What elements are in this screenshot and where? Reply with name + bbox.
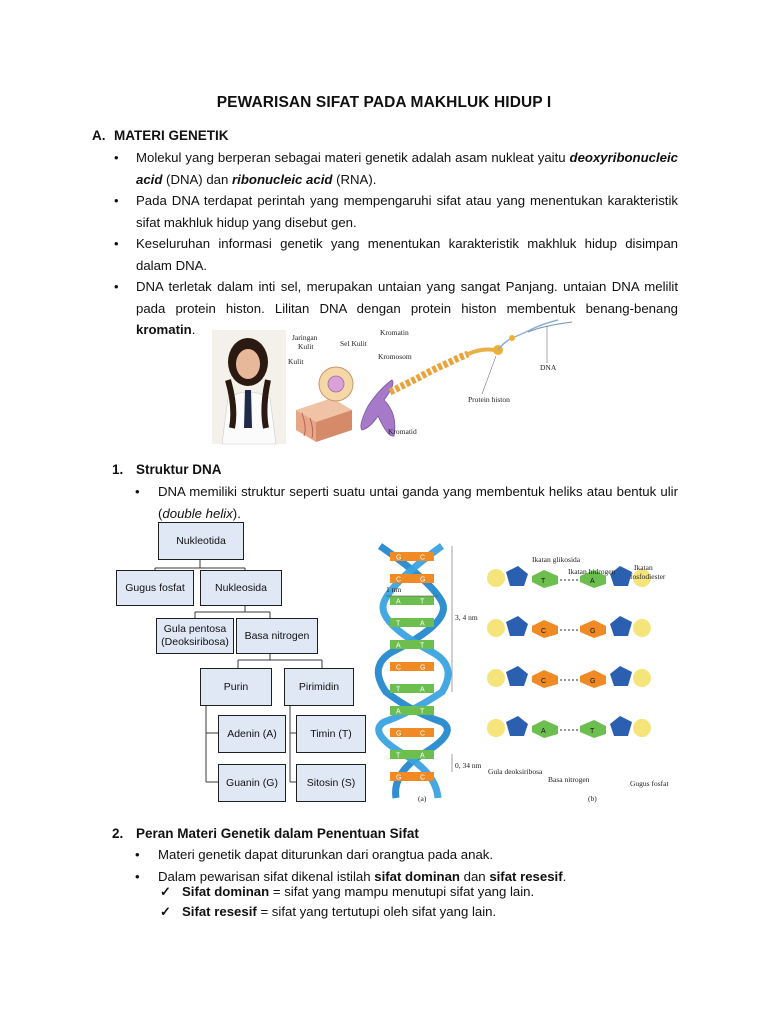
section-2-heading <box>112 826 419 841</box>
base-letter: T <box>396 620 401 628</box>
section-a-number: A. <box>92 128 106 143</box>
label-ikatan-hidrogen: Ikatan hidrogen <box>568 567 616 576</box>
base-letter: G <box>590 678 596 685</box>
section-1-title: Struktur DNA <box>136 462 222 477</box>
section-1-bullet-list <box>132 481 678 524</box>
sugar-left <box>506 716 528 736</box>
helix-panel-b <box>487 555 669 803</box>
label-panel-a: (a) <box>418 794 427 803</box>
section-a-heading <box>92 128 229 143</box>
box-basa-nitrogen: Basa nitrogen <box>236 618 318 654</box>
label-dna: DNA <box>540 363 557 372</box>
section-2-number: 2. <box>112 826 124 841</box>
label-protein-histon: Protein histon <box>468 395 510 404</box>
box-guanin: Guanin (G) <box>218 764 286 802</box>
label-jaringan-kulit: Kulit <box>298 342 314 351</box>
ladder-row <box>487 666 651 688</box>
label-kromatin: Kromatin <box>380 328 409 337</box>
box-purin: Purin <box>200 668 272 706</box>
label-sel-kulit: Sel Kulit <box>340 339 367 348</box>
bullet-item: • Keseluruhan informasi genetik yang menentukan karakteristik makhluk hidup disimpan dalam DNA. <box>112 233 678 276</box>
base-letter: T <box>420 598 425 606</box>
helix-base-pair <box>390 750 434 760</box>
box-pirimidin: Pirimidin <box>284 668 354 706</box>
box-gugus-fosfat: Gugus fosfat <box>116 570 194 606</box>
base-letter: T <box>396 752 401 760</box>
helix-panel-a <box>378 546 481 803</box>
base-letter: T <box>420 708 425 716</box>
base-letter: G <box>420 664 426 672</box>
helix-base-pair <box>390 684 434 694</box>
base-letter: C <box>541 628 547 635</box>
bullet-item: • DNA memiliki struktur seperti suatu untai ganda yang membentuk heliks atau bentuk ulir (double helix). <box>132 481 678 524</box>
ladder-rows <box>487 566 651 738</box>
page-title: PEWARISAN SIFAT PADA MAKHLUK HIDUP I <box>216 94 552 111</box>
helix-base-pair <box>390 618 434 628</box>
box-sitosin: Sitosin (S) <box>296 764 366 802</box>
base-letter: C <box>396 576 402 584</box>
phosphate-right <box>633 619 651 637</box>
section-2-check-list <box>160 882 534 922</box>
phosphate-left <box>487 619 505 637</box>
bullet-item: • Pada DNA terdapat perintah yang mempengaruhi sifat atau yang menentukan karakteristik sifat makhluk hidup yang disebut gen. <box>112 190 678 233</box>
base-left <box>390 684 412 693</box>
helix-base-pair <box>390 662 434 672</box>
base-letter: C <box>541 678 547 685</box>
sugar-right <box>610 616 632 636</box>
label-ikatan-glikosida: Ikatan glikosida <box>532 555 581 564</box>
section-a-title: MATERI GENETIK <box>114 128 229 143</box>
base-letter: T <box>396 686 401 694</box>
section-2-title: Peran Materi Genetik dalam Penentuan Sifat <box>136 826 419 841</box>
dna-double-helix-figure <box>372 542 669 808</box>
box-timin: Timin (T) <box>296 715 366 753</box>
base-letter: A <box>396 708 401 716</box>
helix-base-pair <box>390 706 434 716</box>
section-a-bullet-list <box>112 147 678 341</box>
bullet-item: • DNA terletak dalam inti sel, merupakan untaian yang sangat Panjang. untaian DNA melilit pada protein histon. Lilitan DNA dengan protein histon membentuk benang-benang kromatin. <box>112 276 678 341</box>
base-letter: G <box>590 628 596 635</box>
base-letter: A <box>396 642 401 650</box>
phosphate-right <box>633 719 651 737</box>
helix-base-pair <box>390 552 434 562</box>
label-kulit: Kulit <box>288 357 304 366</box>
gula-pentosa-line2: (Deoksiribosa) <box>161 636 229 648</box>
phosphate-right <box>633 669 651 687</box>
bullet-item: • Dalam pewarisan sifat dikenal istilah sifat dominan dan sifat resesif. <box>132 866 678 888</box>
base-letter: A <box>420 752 425 760</box>
checkmark-icon: ✓ <box>160 904 172 919</box>
label-panel-b: (b) <box>588 794 597 803</box>
label-gugus-fosfat: Gugus fosfat <box>630 779 669 788</box>
base-letter: C <box>420 774 426 782</box>
helix-base-pair <box>390 728 434 738</box>
box-nukleosida: Nukleosida <box>200 570 282 606</box>
section-1-number: 1. <box>112 462 124 477</box>
sugar-left <box>506 566 528 586</box>
label-kromatid: Kromatid <box>388 427 417 436</box>
base-letter: T <box>590 728 595 735</box>
student-photo <box>212 330 286 444</box>
helix-base-pair <box>390 640 434 650</box>
base-left <box>390 706 412 715</box>
sugar-right <box>610 716 632 736</box>
base-letter: G <box>420 576 426 584</box>
ladder-row <box>487 716 651 738</box>
label-basa-nitrogen: Basa nitrogen <box>548 775 590 784</box>
label-034nm: 0, 34 nm <box>455 761 482 770</box>
label-gula-deoksiribosa: Gula deoksiribosa <box>488 767 543 776</box>
section-1-heading <box>112 462 222 477</box>
label-1nm: 1 nm <box>386 585 402 594</box>
base-letter: C <box>420 730 426 738</box>
base-left <box>390 640 412 649</box>
base-letter: T <box>420 642 425 650</box>
base-letter: G <box>396 554 402 562</box>
phosphate-left <box>487 719 505 737</box>
label-kromosom: Kromosom <box>378 352 412 361</box>
box-nukleotida: Nukleotida <box>158 522 244 560</box>
base-letter: A <box>541 728 546 735</box>
base-letter: C <box>396 664 402 672</box>
bullet-item: • Molekul yang berperan sebagai materi genetik adalah asam nukleat yaitu deoxyribonucleic acid (DNA) dan ribonucleic acid (RNA). <box>112 147 678 190</box>
helix-base-pair <box>390 574 434 584</box>
histone-dna-strand <box>493 320 572 355</box>
base-letter: T <box>541 578 546 585</box>
box-adenin: Adenin (A) <box>218 715 286 753</box>
check-item: ✓ Sifat dominan = sifat yang mampu menutupi sifat yang lain. <box>160 882 534 902</box>
base-letter: G <box>396 730 402 738</box>
checkmark-icon: ✓ <box>160 884 172 899</box>
base-letter: G <box>396 774 402 782</box>
sugar-left <box>506 616 528 636</box>
base-left <box>390 750 412 759</box>
base-letter: C <box>420 554 426 562</box>
skin-tissue-block <box>296 398 352 442</box>
base-letter: A <box>420 620 425 628</box>
base-letter: A <box>420 686 425 694</box>
section-2-bullet-list <box>132 844 678 887</box>
bullet-item: • Materi genetik dapat diturunkan dari orangtua pada anak. <box>132 844 678 866</box>
label-34nm: 3, 4 nm <box>455 613 478 622</box>
dna-packaging-figure <box>212 318 578 446</box>
gula-pentosa-line1: Gula pentosa <box>163 623 227 635</box>
label-jaringan: Jaringan <box>292 333 318 342</box>
phosphate-left <box>487 569 505 587</box>
helix-base-pair <box>390 772 434 782</box>
phosphate-left <box>487 669 505 687</box>
base-letter: A <box>396 598 401 606</box>
check-item: ✓ Sifat resesif = sifat yang tertutupi oleh sifat yang lain. <box>160 902 534 922</box>
base-left <box>390 596 412 605</box>
base-left <box>390 618 412 627</box>
helix-base-pair <box>390 596 434 606</box>
box-gula-pentosa <box>156 618 234 654</box>
label-ikatan-fosfo-1: Ikatan <box>634 563 653 572</box>
base-letter: A <box>590 578 595 585</box>
ladder-row <box>487 616 651 638</box>
sugar-left <box>506 666 528 686</box>
cell-illustration <box>319 367 353 401</box>
label-ikatan-fosfo-2: fosfodiester <box>630 572 666 581</box>
sugar-right <box>610 666 632 686</box>
